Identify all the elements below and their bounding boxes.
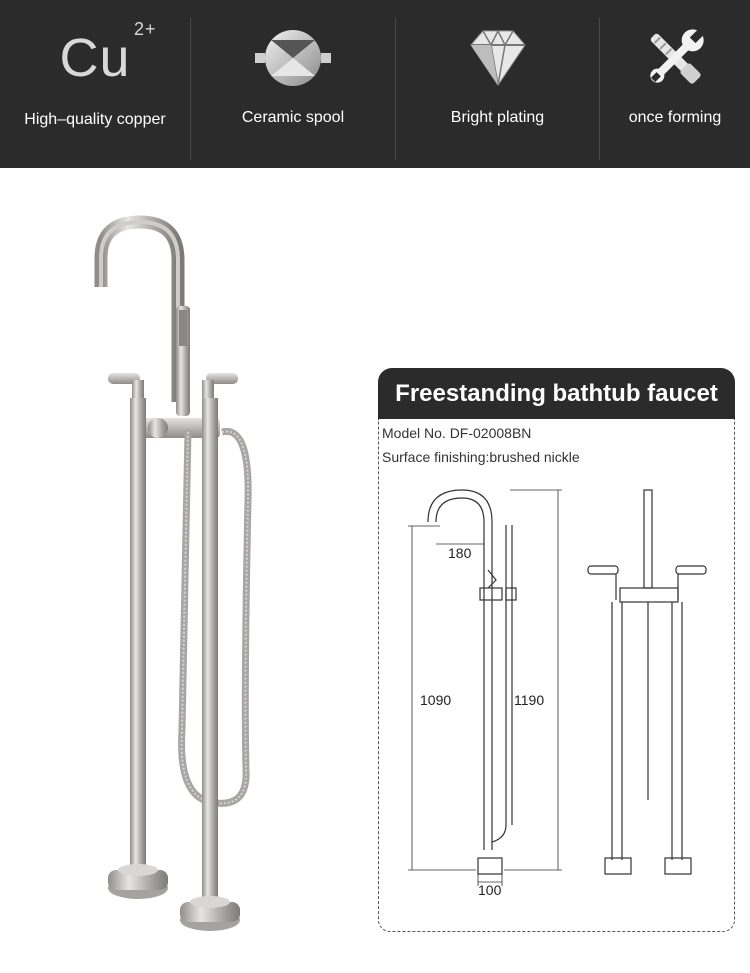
dimension-drawing xyxy=(380,470,732,910)
model-number: Model No. DF-02008BN xyxy=(382,425,532,441)
dim-spout-height: 1090 xyxy=(420,692,452,708)
product-photo xyxy=(0,170,380,950)
feature-label-forming: once forming xyxy=(628,109,722,126)
feature-copper xyxy=(0,0,190,168)
ceramic-spool-icon xyxy=(191,18,395,98)
dim-spout-reach: 180 xyxy=(448,545,472,561)
feature-label-copper: High–quality copper xyxy=(24,111,166,128)
feature-bright-plating xyxy=(396,0,599,168)
feature-label-ceramic: Ceramic spool xyxy=(241,109,345,126)
copper-icon xyxy=(0,18,190,98)
dim-base-width: 100 xyxy=(478,882,502,898)
dim-total-height: 1190 xyxy=(514,692,545,708)
surface-finish: Surface finishing:brushed nickle xyxy=(382,449,580,465)
feature-banner xyxy=(0,0,750,168)
diamond-icon xyxy=(396,18,599,98)
feature-ceramic-spool xyxy=(191,0,395,168)
copper-superscript: 2+ xyxy=(133,19,157,39)
product-title: Freestanding bathtub faucet xyxy=(378,368,735,419)
tools-icon xyxy=(600,18,750,98)
feature-once-forming xyxy=(600,0,750,168)
feature-label-plating: Bright plating xyxy=(450,109,545,126)
copper-symbol: Cu xyxy=(59,28,131,88)
